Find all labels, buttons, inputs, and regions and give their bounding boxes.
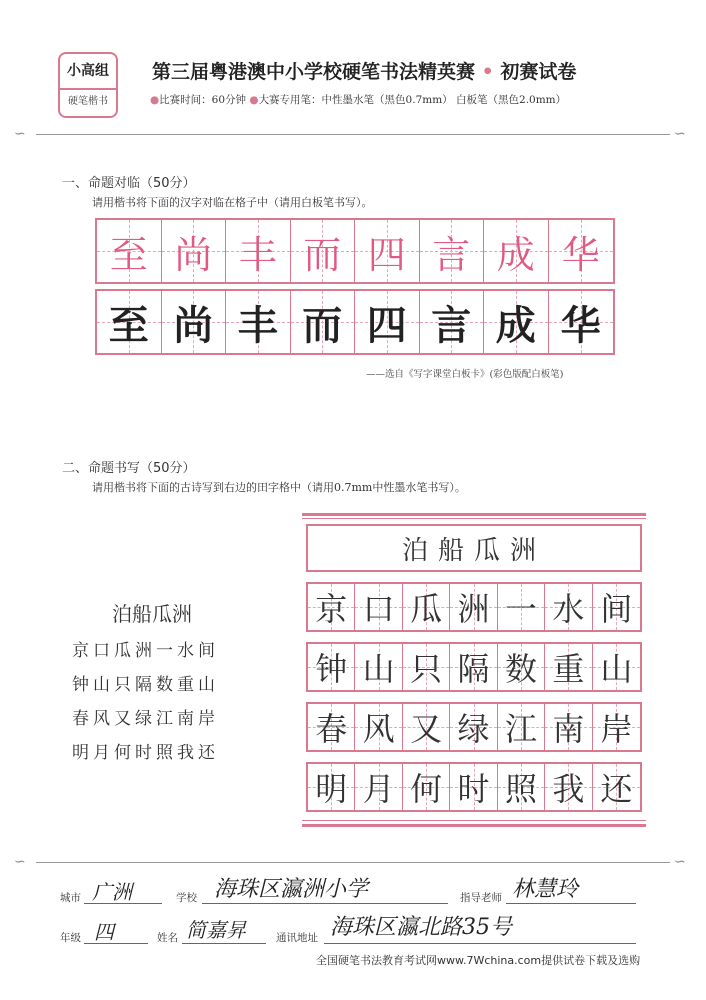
written-char: 丰 <box>237 301 278 349</box>
source-note: ——选自《写字课堂白板卡》(彩色版配白板笔) <box>366 369 564 380</box>
written-char: 钟 <box>315 650 348 688</box>
grid-cell[interactable] <box>450 704 497 750</box>
written-char: 岸 <box>600 710 633 748</box>
section1-heading: 一、命题对临（50分） <box>62 176 196 191</box>
written-char: 华 <box>560 301 601 349</box>
grid-cell[interactable] <box>308 644 355 690</box>
grid-cell[interactable] <box>355 704 402 750</box>
school-field[interactable]: 海珠区瀛洲小学 <box>214 877 369 902</box>
grid-cell[interactable] <box>498 764 545 810</box>
bottom-pink-bar <box>302 824 646 827</box>
grid-cell[interactable] <box>545 584 592 630</box>
grid-cell[interactable] <box>355 764 402 810</box>
name-label: 姓名 <box>157 932 178 944</box>
grid-cell[interactable] <box>450 764 497 810</box>
title-main: 第三届粤港澳中小学校硬笔书法精英赛 <box>152 61 476 83</box>
poem-title: 泊船瓜洲 <box>112 602 192 626</box>
written-char: 何 <box>410 770 443 808</box>
written-char: 山 <box>600 650 633 688</box>
written-char: 水 <box>552 590 585 628</box>
grid-cell[interactable] <box>355 291 420 353</box>
grid-cell <box>97 220 162 282</box>
bottom-divider <box>36 862 670 863</box>
written-title: 泊船瓜洲 <box>401 535 546 566</box>
written-char: 只 <box>410 650 443 688</box>
written-title-box[interactable] <box>306 524 642 572</box>
poem-line: 春风又绿江南岸 <box>72 709 219 729</box>
badge-style-label: 硬笔楷书 <box>68 96 108 107</box>
written-char: 月 <box>362 770 395 808</box>
city-label: 城市 <box>60 892 81 904</box>
section2-instruction: 请用楷书将下面的古诗写到右边的田字格中（请用0.7mm中性墨水笔书写）。 <box>92 481 466 494</box>
city-field[interactable]: 广洲 <box>92 880 132 904</box>
grid-cell[interactable] <box>484 291 549 353</box>
grid-cell <box>549 220 614 282</box>
grid-cell[interactable] <box>498 584 545 630</box>
footer-note: 全国硬笔书法教育考试网www.7Wchina.com提供试卷下载及选购 <box>316 954 641 967</box>
written-char: 照 <box>504 770 537 808</box>
badge-group-label: 小高组 <box>60 54 116 90</box>
written-char: 南 <box>552 710 585 748</box>
grid-cell[interactable] <box>291 291 356 353</box>
address-field[interactable]: 海珠区瀛北路35号 <box>330 915 512 940</box>
written-char: 又 <box>410 710 443 748</box>
grid-cell[interactable] <box>355 584 402 630</box>
written-char: 我 <box>552 770 585 808</box>
swirl-ornament-icon: ∽ <box>14 126 26 142</box>
grid-cell[interactable] <box>593 644 640 690</box>
written-char: 重 <box>552 650 585 688</box>
top-pink-bar <box>302 513 646 516</box>
grid-cell[interactable] <box>226 291 291 353</box>
poem-grid-row[interactable] <box>306 762 642 812</box>
written-char: 隔 <box>457 650 490 688</box>
written-char: 京 <box>315 590 348 628</box>
top-divider <box>36 134 670 135</box>
exam-notes <box>150 92 566 107</box>
written-char: 还 <box>600 770 633 808</box>
title-tail: 初赛试卷 <box>500 61 577 83</box>
grid-cell[interactable] <box>450 644 497 690</box>
model-char: 尚 <box>174 232 213 277</box>
grid-cell[interactable] <box>403 704 450 750</box>
written-char: 江 <box>504 710 537 748</box>
grid-cell <box>484 220 549 282</box>
grid-cell[interactable] <box>593 704 640 750</box>
poem-line: 京口瓜洲一水间 <box>72 641 219 661</box>
grid-cell[interactable] <box>308 584 355 630</box>
grid-cell <box>226 220 291 282</box>
written-char: 明 <box>315 770 348 808</box>
poem-line: 钟山只隔数重山 <box>72 675 219 695</box>
grid-cell[interactable] <box>593 764 640 810</box>
section2-heading: 二、命题书写（50分） <box>62 461 196 476</box>
grid-cell[interactable] <box>545 704 592 750</box>
grid-cell[interactable] <box>545 644 592 690</box>
model-char: 成 <box>496 232 535 277</box>
bullet-icon: ● <box>249 94 259 106</box>
written-char: 口 <box>362 590 395 628</box>
written-char: 至 <box>108 301 149 349</box>
written-char: 风 <box>362 710 395 748</box>
teacher-line <box>506 903 636 904</box>
grid-cell <box>291 220 356 282</box>
grid-cell[interactable] <box>162 291 227 353</box>
name-field[interactable]: 简嘉昇 <box>186 918 246 942</box>
written-char: 数 <box>504 650 537 688</box>
title-dot: • <box>481 61 494 83</box>
model-char: 四 <box>367 232 406 277</box>
bullet-icon: ● <box>150 94 160 106</box>
written-char: 山 <box>362 650 395 688</box>
poem-grid-row[interactable] <box>306 582 642 632</box>
swirl-ornament-icon: ∽ <box>14 854 26 870</box>
grid-cell[interactable] <box>593 584 640 630</box>
model-char: 华 <box>561 232 600 277</box>
written-char: 绿 <box>457 710 490 748</box>
pen-note: 大赛专用笔：中性墨水笔（黑色0.7mm） 白板笔（黑色2.0mm） <box>258 94 567 106</box>
model-char: 丰 <box>238 232 277 277</box>
top-pink-line <box>302 518 646 519</box>
model-char: 言 <box>432 232 471 277</box>
page-title <box>152 57 576 84</box>
grid-cell[interactable] <box>420 291 485 353</box>
grid-cell[interactable] <box>97 291 162 353</box>
section1-instruction: 请用楷书将下面的汉字对临在格子中（请用白板笔书写）。 <box>92 196 373 209</box>
teacher-label: 指导老师 <box>460 892 502 904</box>
grid-cell <box>162 220 227 282</box>
grid-cell[interactable] <box>450 584 497 630</box>
grid-cell[interactable] <box>308 704 355 750</box>
written-char: 洲 <box>457 590 490 628</box>
grade-field[interactable]: 四 <box>94 920 114 944</box>
grid-cell <box>420 220 485 282</box>
swirl-ornament-icon: ∽ <box>674 854 686 870</box>
grid-cell[interactable] <box>403 584 450 630</box>
model-char: 而 <box>303 232 342 277</box>
written-char: 而 <box>302 301 343 349</box>
grid-cell <box>355 220 420 282</box>
model-char: 至 <box>109 232 148 277</box>
poem-grid-row[interactable] <box>306 702 642 752</box>
written-char: 瓜 <box>410 590 443 628</box>
address-line <box>324 943 636 944</box>
written-char: 四 <box>366 301 407 349</box>
address-label: 通讯地址 <box>276 932 318 944</box>
teacher-field[interactable]: 林慧玲 <box>512 877 579 902</box>
group-badge <box>58 52 118 118</box>
written-char: 言 <box>431 301 472 349</box>
model-char-grid <box>95 218 615 284</box>
bottom-pink-line <box>302 820 646 821</box>
poem-line: 明月何时照我还 <box>72 743 219 763</box>
grid-cell[interactable] <box>308 764 355 810</box>
grid-cell[interactable] <box>498 704 545 750</box>
name-line <box>182 943 266 944</box>
grid-cell[interactable] <box>403 764 450 810</box>
written-char: 成 <box>495 301 536 349</box>
written-char: 时 <box>457 770 490 808</box>
poem-grid-row[interactable] <box>306 642 642 692</box>
grid-cell[interactable] <box>545 764 592 810</box>
grid-cell[interactable] <box>355 644 402 690</box>
written-char: 一 <box>504 590 537 628</box>
grade-label: 年级 <box>60 932 81 944</box>
swirl-ornament-icon: ∽ <box>674 126 686 142</box>
practice-char-grid[interactable] <box>95 289 615 355</box>
school-line <box>202 903 448 904</box>
grid-cell[interactable] <box>498 644 545 690</box>
time-note: 比赛时间：60分钟 <box>159 94 247 106</box>
written-char: 尚 <box>173 301 214 349</box>
grid-cell[interactable] <box>549 291 614 353</box>
school-label: 学校 <box>176 892 197 904</box>
grid-cell[interactable] <box>403 644 450 690</box>
written-char: 间 <box>600 590 633 628</box>
written-char: 春 <box>315 710 348 748</box>
